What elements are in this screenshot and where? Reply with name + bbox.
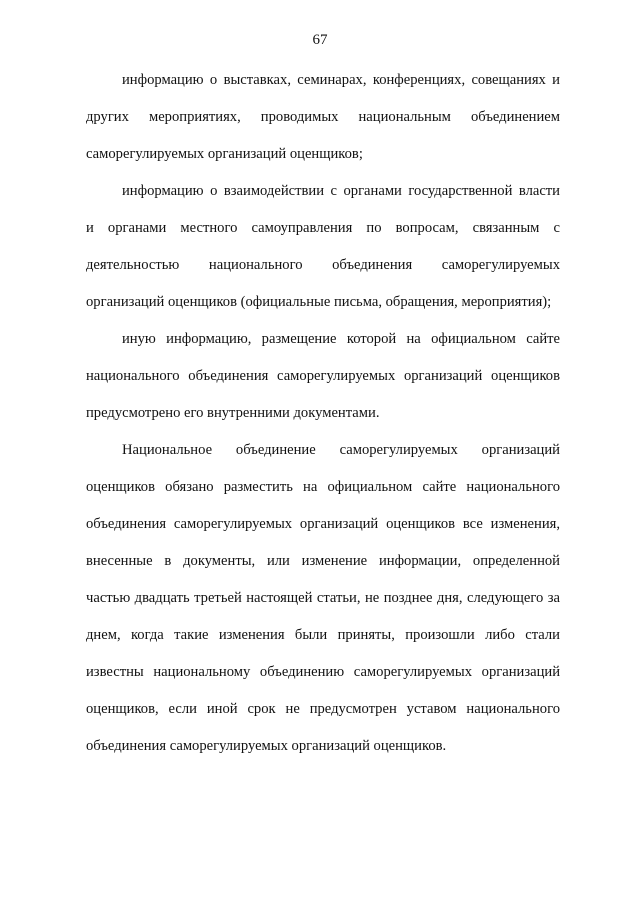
text-line: иную информацию, размещение которой на официальном сайте — [122, 331, 560, 347]
page-number: 67 — [312, 32, 328, 48]
text-line: оценщиков обязано разместить на официальном сайте национального — [86, 479, 560, 495]
text-line: организаций оценщиков (официальные письма, обращения, мероприятия); — [86, 294, 552, 310]
text-line: других мероприятиях, проводимых национальным объединением — [86, 109, 560, 125]
text-line: днем, когда такие изменения были приняты, произошли либо стали — [86, 627, 560, 643]
text-line: известны национальному объединению саморегулируемых организаций — [86, 664, 560, 680]
text-line: саморегулируемых организаций оценщиков; — [86, 146, 363, 162]
text-line: объединения саморегулируемых организаций оценщиков. — [86, 738, 447, 754]
text-line: и органами местного самоуправления по вопросам, связанным с — [86, 220, 560, 236]
text-line: внесенные в документы, или изменение информации, определенной — [86, 553, 560, 569]
text-line: оценщиков, если иной срок не предусмотрен уставом национального — [86, 701, 560, 717]
text-line: информацию о взаимодействии с органами государственной власти — [122, 183, 560, 199]
text-line: Национальное объединение саморегулируемых организаций — [122, 442, 560, 458]
text-line: информацию о выставках, семинарах, конференциях, совещаниях и — [122, 72, 560, 88]
text-line: частью двадцать третьей настоящей статьи, не позднее дня, следующего за — [86, 590, 560, 606]
text-line: национального объединения саморегулируемых организаций оценщиков — [86, 368, 560, 384]
text-line: деятельностью национального объединения саморегулируемых — [86, 257, 560, 273]
text-line: объединения саморегулируемых организаций оценщиков все изменения, — [86, 516, 560, 532]
body-text — [86, 62, 560, 765]
text-line: предусмотрено его внутренними документами. — [86, 405, 380, 421]
